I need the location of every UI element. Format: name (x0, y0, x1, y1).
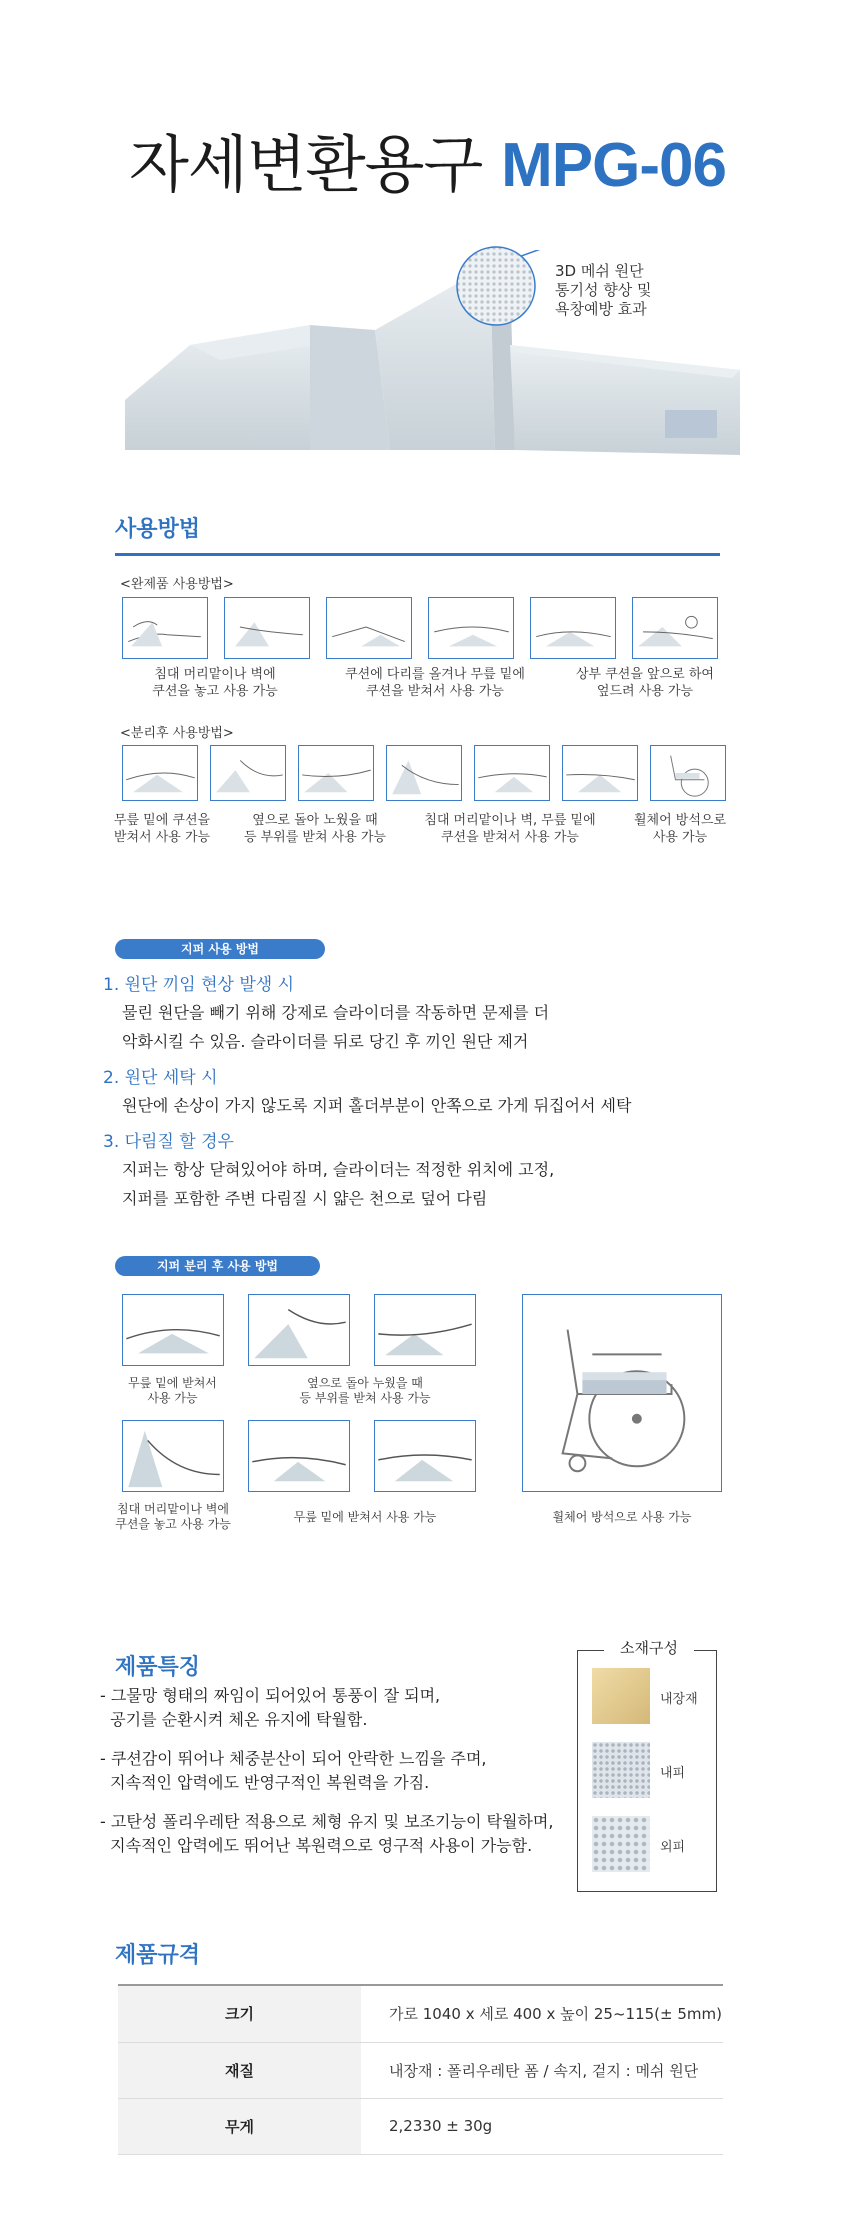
spec-value: 2,2330 ± 30g (361, 2098, 723, 2154)
feature-item: - 쿠션감이 뛰어나 체중분산이 되어 안락한 느낌을 주며, 지속적인 압력에도 반영구적인 복원력을 가짐. (100, 1749, 487, 1792)
zipper-item-heading: 3. 다림질 할 경우 (103, 1132, 234, 1152)
callout-line: 3D 메쉬 원단 (555, 262, 644, 280)
usage-illustration (474, 745, 550, 801)
page-title (0, 115, 855, 204)
usage-heading: 사용방법 (115, 517, 201, 542)
usage-caption: 쿠션에 다리를 올겨나 무릎 밑에 쿠션을 받쳐서 사용 가능 (345, 667, 525, 699)
table-row (118, 2042, 723, 2098)
spec-key: 크기 (118, 1986, 361, 2042)
separated-usage-label: <분리후 사용방법> (120, 726, 234, 741)
specs-table (118, 1986, 723, 2155)
usage-caption: 상부 쿠션을 앞으로 하여 엎드려 사용 가능 (576, 667, 714, 699)
zipper-item-heading: 1. 원단 끼임 현상 발생 시 (103, 975, 295, 995)
material-label: 외피 (660, 1840, 686, 1855)
complete-usage-label: <완제품 사용방법> (120, 577, 234, 592)
usage-illustration (530, 597, 616, 659)
material-label: 내피 (660, 1766, 686, 1781)
spec-key: 무게 (118, 2098, 361, 2154)
spec-value: 가로 1040 x 세로 400 x 높이 25~115(± 5mm) (361, 1986, 723, 2042)
knee-support-illustration (248, 1420, 350, 1492)
zipper-item-text: 악화시킬 수 있음. 슬라이더를 뒤로 당긴 후 끼인 원단 제거 (122, 1032, 529, 1051)
zipper-usage-pill: 지퍼 사용 방법 (115, 939, 325, 959)
material-label: 내장재 (660, 1692, 698, 1707)
knee-support-illustration (374, 1420, 476, 1492)
usage-illustration (562, 745, 638, 801)
usage-illustration (122, 745, 198, 801)
callout-line: 욕창예방 효과 (555, 300, 647, 318)
spec-key: 재질 (118, 2042, 361, 2098)
feature-item: - 고탄성 폴리우레탄 적용으로 체형 유지 및 보조기능이 탁월하며, 지속적인 압력에도 뛰어난 복원력으로 영구적 사용이 가능함. (100, 1812, 554, 1855)
bed-support-illustration (122, 1420, 224, 1492)
zipper-item-text: 원단에 손상이 가지 않도록 지퍼 홀더부분이 안쪽으로 가게 뒤집어서 세탁 (122, 1096, 632, 1115)
usage-caption: 무릎 밑에 쿠션을 받쳐서 사용 가능 (113, 813, 211, 845)
inner-material-swatch (592, 1742, 650, 1798)
illustration-caption: 침대 머리맡이나 벽에 쿠션을 놓고 사용 가능 (115, 1502, 231, 1531)
usage-caption: 침대 머리맡이나 벽에 쿠션을 놓고 사용 가능 (152, 667, 278, 699)
product-name: 자세변환용구 (129, 128, 483, 201)
side-support-illustration (248, 1294, 350, 1366)
usage-caption: 휠체어 방석으로 사용 가능 (633, 813, 727, 845)
callout-line: 통기성 향상 및 (555, 281, 652, 299)
mesh-callout (555, 262, 651, 319)
wheelchair-illustration (650, 745, 726, 801)
section-divider (115, 553, 720, 556)
usage-caption: 옆으로 돌아 노웠을 때 등 부위를 받쳐 사용 가능 (243, 813, 387, 845)
after-separation-pill: 지퍼 분리 후 사용 방법 (115, 1256, 320, 1276)
usage-illustration (210, 745, 286, 801)
mesh-closeup (455, 245, 537, 327)
model-number: MPG-06 (501, 131, 726, 200)
zipper-item-text: 지퍼는 항상 닫혀있어야 하며, 슬라이더는 적정한 위치에 고정, (122, 1160, 555, 1179)
outer-material-swatch (592, 1816, 650, 1872)
illustration-caption: 무릎 밑에 받쳐서 사용 가능 (293, 1510, 437, 1524)
usage-illustration (428, 597, 514, 659)
usage-illustration (122, 597, 208, 659)
usage-illustration (386, 745, 462, 801)
zipper-item-text: 지퍼를 포함한 주변 다림질 시 얇은 천으로 덮어 다림 (122, 1189, 488, 1208)
features-heading: 제품특징 (115, 1655, 201, 1680)
wheelchair-illustration (522, 1294, 722, 1492)
usage-illustration (298, 745, 374, 801)
table-row (118, 1986, 723, 2042)
specs-heading: 제품규격 (115, 1943, 201, 1968)
feature-item: - 그물망 형태의 짜임이 되어있어 통풍이 잘 되며, 공기를 순환시켜 체온 유지에 탁월함. (100, 1686, 441, 1729)
zipper-item-heading: 2. 원단 세탁 시 (103, 1068, 218, 1088)
illustration-caption: 옆으로 돌아 누웠을 때 등 부위를 받쳐 사용 가능 (299, 1376, 431, 1405)
usage-caption: 침대 머리맡이나 벽, 무릎 밑에 쿠션을 받쳐서 사용 가능 (424, 813, 596, 845)
table-row (118, 2098, 723, 2154)
usage-illustration (224, 597, 310, 659)
illustration-caption: 휠체어 방석으로 사용 가능 (552, 1510, 692, 1524)
materials-title: 소재구성 (604, 1637, 694, 1658)
core-material-swatch (592, 1668, 650, 1724)
knee-support-illustration (122, 1294, 224, 1366)
spec-value: 내장재 : 폴리우레탄 폼 / 속지, 겉지 : 메쉬 원단 (361, 2042, 723, 2098)
illustration-caption: 무릎 밑에 받쳐서 사용 가능 (128, 1376, 217, 1405)
knee-support-illustration (374, 1294, 476, 1366)
zipper-item-text: 물린 원단을 빼기 위해 강제로 슬라이더를 작동하면 문제를 더 (122, 1003, 550, 1022)
usage-illustration (632, 597, 718, 659)
usage-illustration (326, 597, 412, 659)
